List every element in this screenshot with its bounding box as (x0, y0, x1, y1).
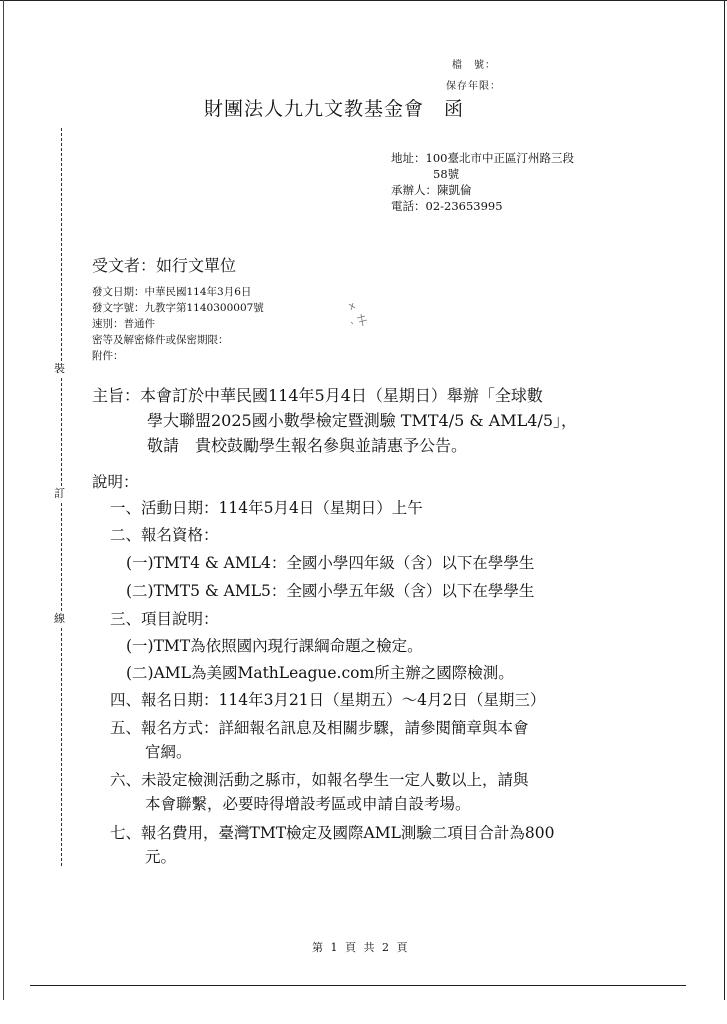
file-number-label: 檔 號： (452, 60, 496, 71)
issue-number: 發文字號：九教字第1140300007號 (92, 302, 264, 314)
page-number: 第 1 頁 共 2 頁 (312, 941, 410, 954)
subject-line-2: 學大聯盟2025國小數學檢定暨測驗 TMT4/5 & AML4/5」， (147, 411, 578, 430)
handler-name: 承辦人：陳凱倫 (391, 183, 472, 197)
explanation-item: 七、報名費用，臺灣TMT檢定及國際AML測驗二項目合計為800 (110, 824, 555, 842)
explanation-subitem: (二)AML為美國MathLeague.com所主辦之國際檢測。 (126, 664, 514, 682)
explanation-subitem: (二)TMT5 & AML5：全國小學五年級（含）以下在學學生 (126, 582, 535, 600)
stamp-mark (345, 300, 375, 330)
retention-period-label: 保存年限： (446, 81, 501, 92)
explanation-item: 四、報名日期：114年3月21日（星期五）～4月2日（星期三） (110, 691, 546, 709)
issue-date: 發文日期：中華民國114年3月6日 (92, 286, 252, 298)
attachment: 附件： (92, 350, 124, 362)
page-border-top (0, 0, 727, 1)
explanation-item: 一、活動日期：114年5月4日（星期日）上午 (110, 499, 423, 517)
document-title: 財團法人九九文教基金會 函 (204, 98, 465, 120)
explanation-heading: 說明： (92, 473, 139, 491)
binding-char-ding: 訂 (54, 487, 65, 500)
explanation-item-continued: 官網。 (145, 743, 192, 761)
page-border-left (3, 0, 4, 1000)
binding-char-xian: 線 (54, 612, 65, 625)
explanation-item: 六、未設定檢測活動之縣市，如報名學生一定人數以上，請與 (110, 771, 529, 789)
address-line-1: 地址：100臺北市中正區汀州路三段 (391, 151, 574, 165)
address-line-2: 58號 (433, 167, 460, 181)
explanation-item: 五、報名方式：詳細報名訊息及相關步驟，請參閱簡章與本會 (110, 719, 529, 737)
explanation-subitem: (一)TMT4 & AML4：全國小學四年級（含）以下在學學生 (126, 554, 535, 572)
phone-number: 電話：02-23653995 (391, 199, 503, 213)
explanation-item-continued: 元。 (145, 848, 177, 866)
secrecy-level: 密等及解密條件或保密期限： (92, 334, 229, 346)
explanation-item-continued: 本會聯繫，必要時得增設考區或申請自設考場。 (145, 795, 471, 813)
subject-line-1: 主旨：本會訂於中華民國114年5月4日（星期日）舉辦「全球數 (92, 386, 543, 405)
binding-char-zhuang: 裝 (54, 362, 65, 375)
page-border-right (724, 0, 725, 1000)
footer-rule (30, 985, 686, 986)
explanation-item: 三、項目說明： (110, 610, 219, 628)
subject-line-3: 敬請 貴校鼓勵學生報名參與並請惠予公告。 (147, 436, 468, 455)
recipient: 受文者：如行文單位 (92, 256, 237, 275)
delivery-speed: 速別：普通件 (92, 318, 155, 330)
explanation-item: 二、報名資格： (110, 526, 219, 544)
explanation-subitem: (一)TMT為依照國內現行課綱命題之檢定。 (126, 637, 423, 655)
